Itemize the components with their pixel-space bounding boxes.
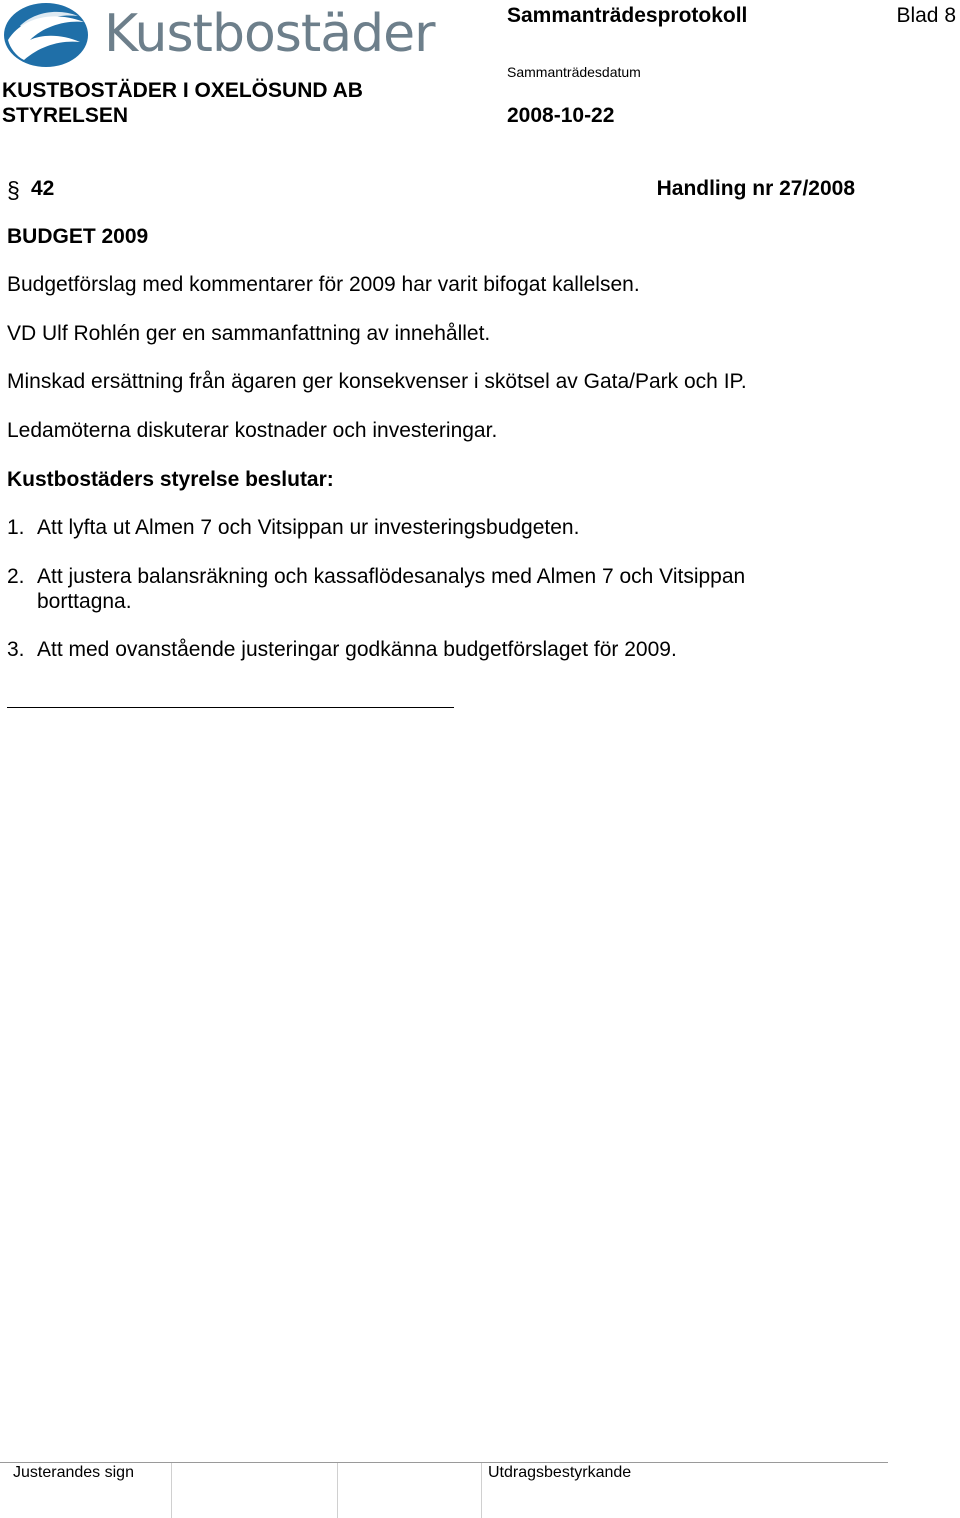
decision-text: Att justera balansräkning och kassaflödesanalys med Almen 7 och Vitsippan borttagna.	[37, 565, 746, 613]
company-name: KUSTBOSTÄDER I OXELÖSUND AB	[2, 79, 363, 102]
decision-number: 1.	[7, 516, 25, 539]
paragraph: Minskad ersättning från ägaren ger konsekvenser i skötsel av Gata/Park och IP.	[7, 370, 747, 393]
decision-heading: Kustbostäders styrelse beslutar:	[7, 468, 334, 491]
signers-label: Justerandes sign	[13, 1464, 134, 1481]
paragraph: VD Ulf Rohlén ger en sammanfattning av innehållet.	[7, 322, 491, 345]
signature-box-separator	[337, 1463, 338, 1518]
section-sign-icon: §	[7, 177, 20, 203]
decision-text: Att lyfta ut Almen 7 och Vitsippan ur investeringsbudgeten.	[37, 516, 580, 539]
meeting-date-label: Sammanträdesdatum	[507, 64, 641, 80]
section-heading: BUDGET 2009	[7, 225, 149, 248]
board-name: STYRELSEN	[2, 104, 129, 127]
section-number: 42	[31, 177, 55, 200]
signature-box-separator	[171, 1463, 172, 1518]
protocol-title: Sammanträdesprotokoll	[507, 4, 748, 27]
decision-text: Att med ovanstående justeringar godkänna budgetförslaget för 2009.	[37, 638, 677, 661]
paragraph: Budgetförslag med kommentarer för 2009 har varit bifogat kallelsen.	[7, 273, 640, 296]
decision-number: 3.	[7, 638, 25, 661]
paragraph: Ledamöterna diskuterar kostnader och investeringar.	[7, 419, 498, 442]
footer-divider	[0, 1462, 888, 1463]
meeting-date: 2008-10-22	[507, 104, 615, 127]
document-reference: Handling nr 27/2008	[656, 177, 855, 200]
sheet-number: Blad 8	[896, 4, 956, 27]
extract-certification-label: Utdragsbestyrkande	[488, 1464, 632, 1481]
logo-wordmark: Kustbostäder	[104, 4, 435, 64]
decision-number: 2.	[7, 565, 25, 588]
wave-fish-icon	[4, 3, 88, 67]
signature-box-separator	[481, 1463, 482, 1518]
end-divider	[7, 707, 454, 708]
